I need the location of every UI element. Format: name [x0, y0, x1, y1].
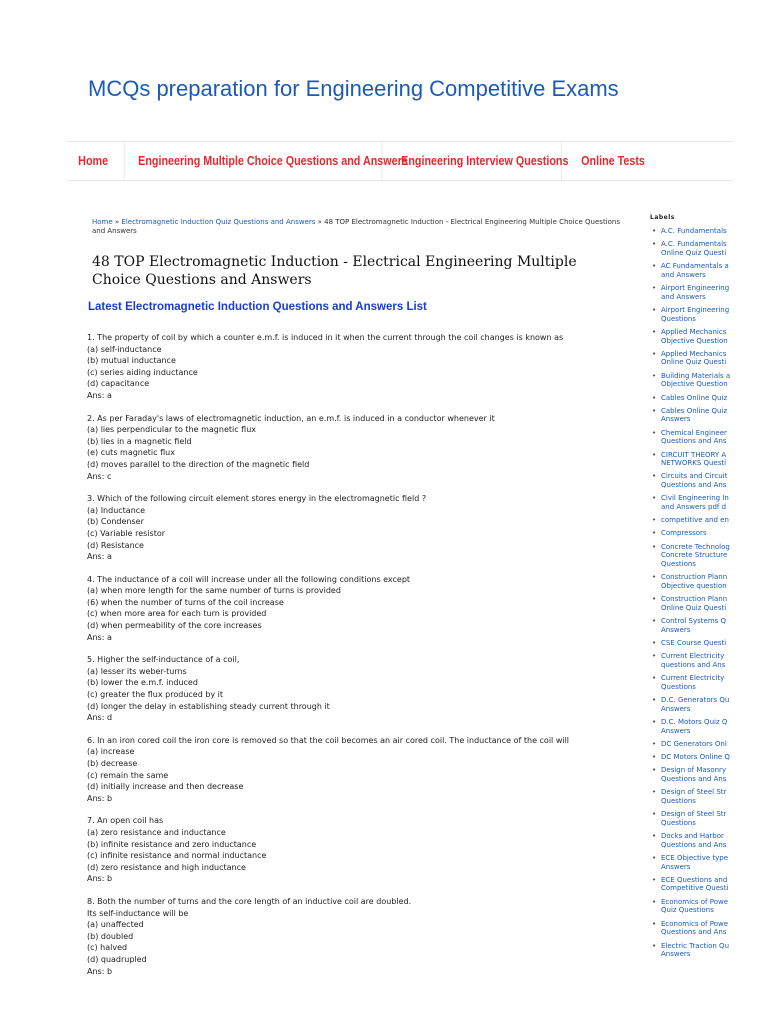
- label-line: Construction Plann: [661, 595, 728, 604]
- bullet-icon: •: [652, 595, 657, 604]
- question-text: 1. The property of coil by which a counter e.m.f. is induced in it when the current through the coil changes is known as: [87, 333, 564, 342]
- label-link[interactable]: [650, 284, 768, 301]
- label-line: Questions and Ans: [661, 437, 727, 446]
- label-link[interactable]: [650, 595, 768, 612]
- label-text: [661, 543, 733, 569]
- option-text: (a) lies perpendicular to the magnetic flux: [87, 425, 257, 435]
- label-text: [661, 766, 733, 783]
- label-line: Building Materials a: [661, 371, 731, 380]
- label-line: D.C. Motors Quiz Q: [661, 717, 728, 726]
- label-line: DC Generators Onl: [661, 739, 727, 748]
- label-text: [661, 227, 733, 236]
- label-line: DC Motors Online Q: [661, 753, 730, 762]
- label-line: Questions and Ans: [661, 774, 727, 783]
- label-line: Online Quiz Questi: [661, 248, 727, 257]
- label-line: Chemical Engineer: [661, 428, 727, 437]
- label-line: Design of Steel Str: [661, 810, 727, 819]
- question-text: 3. Which of the following circuit element stores energy in the electromagnetic field ?: [87, 494, 427, 504]
- label-line: Docks and Harbor: [661, 831, 724, 840]
- label-text: [661, 529, 733, 538]
- label-line: Questions: [661, 314, 696, 323]
- question-item: [87, 815, 647, 885]
- option-text: (a) unaffected: [87, 920, 144, 930]
- option-text: Its self-inductance will be: [87, 908, 189, 918]
- bullet-icon: •: [652, 788, 657, 797]
- label-text: [661, 942, 733, 959]
- bullet-icon: •: [652, 766, 657, 775]
- label-text: [661, 240, 733, 257]
- option-text: (b) doubled: [87, 931, 134, 941]
- label-text: [661, 810, 733, 827]
- bullet-icon: •: [652, 305, 657, 314]
- bullet-icon: •: [652, 542, 657, 551]
- label-line: Control Systems Q: [661, 617, 727, 626]
- bullet-icon: •: [652, 810, 657, 819]
- label-line: Answers: [661, 704, 691, 713]
- label-link[interactable]: [650, 753, 768, 762]
- answer-text: Ans: a: [87, 552, 112, 562]
- label-link[interactable]: [650, 350, 768, 367]
- label-link[interactable]: [650, 740, 768, 749]
- label-link[interactable]: [650, 674, 768, 691]
- label-line: and Answers pdf d: [661, 503, 727, 512]
- answer-text: Ans: c: [87, 471, 112, 481]
- label-text: [661, 920, 733, 937]
- label-line: Questions: [661, 796, 696, 805]
- answer-text: Ans: b: [87, 793, 113, 803]
- label-text: [661, 407, 733, 424]
- label-link[interactable]: [650, 306, 768, 323]
- labels-list: [650, 227, 768, 959]
- option-text: (a) Inductance: [87, 505, 146, 515]
- label-link[interactable]: [650, 810, 768, 827]
- label-text: [661, 394, 733, 403]
- label-link[interactable]: [650, 262, 768, 279]
- label-link[interactable]: [650, 942, 768, 959]
- label-link[interactable]: [650, 407, 768, 424]
- option-text: (b) mutual inductance: [87, 356, 176, 366]
- label-line: Objective Question: [661, 380, 728, 389]
- answer-text: Ans: a: [87, 632, 112, 642]
- label-link[interactable]: [650, 394, 768, 403]
- option-text: (a) zero resistance and inductance: [87, 827, 226, 837]
- label-line: Economics of Powe: [661, 919, 729, 928]
- label-line: Questions: [661, 560, 696, 569]
- bullet-icon: •: [652, 941, 657, 950]
- label-text: [661, 832, 733, 849]
- label-line: CSE Course Questi: [661, 639, 727, 648]
- label-link[interactable]: [650, 429, 768, 446]
- label-line: Questions: [661, 818, 696, 827]
- bullet-icon: •: [652, 494, 657, 503]
- label-line: Current Electricity: [661, 652, 725, 661]
- answer-text: Ans: b: [87, 874, 113, 884]
- label-text: [661, 372, 733, 389]
- label-line: Answers: [661, 415, 691, 424]
- label-text: [661, 854, 733, 871]
- bullet-icon: •: [652, 284, 657, 293]
- label-link[interactable]: [650, 766, 768, 783]
- label-line: Concrete Technolog: [661, 542, 730, 551]
- label-link[interactable]: [650, 920, 768, 937]
- nav-interview-questions[interactable]: Engineering Interview Questions: [390, 142, 562, 180]
- label-link[interactable]: [650, 854, 768, 871]
- label-text: [661, 696, 733, 713]
- label-line: Civil Engineering In: [661, 494, 729, 503]
- label-line: Construction Plann: [661, 573, 728, 582]
- label-line: Questions and Ans: [661, 481, 727, 490]
- label-link[interactable]: [650, 898, 768, 915]
- label-link[interactable]: [650, 617, 768, 634]
- label-line: and Answers: [661, 292, 706, 301]
- label-text: [661, 639, 733, 648]
- label-line: Answers: [661, 862, 691, 871]
- label-line: Answers: [661, 625, 691, 634]
- page-title: 48 TOP Electromagnetic Induction - Electrical Engineering Multiple Choice Questions and Answers: [92, 254, 577, 288]
- option-text: (c) Variable resistor: [87, 528, 166, 538]
- label-line: Current Electricity: [661, 674, 725, 683]
- label-link[interactable]: [650, 696, 768, 713]
- label-text: [661, 718, 733, 735]
- question-item: [87, 574, 647, 644]
- label-line: Applied Mechanics: [661, 349, 727, 358]
- question-text: 5. Higher the self-inductance of a coil,: [87, 655, 240, 665]
- bullet-icon: •: [652, 652, 657, 661]
- label-line: Objective Question: [661, 336, 728, 345]
- question-text: 7. An open coil has: [87, 816, 164, 826]
- bullet-icon: •: [652, 696, 657, 705]
- labels-sidebar: [650, 214, 768, 963]
- bullet-icon: •: [652, 450, 657, 459]
- site-title[interactable]: MCQs preparation for Engineering Competitive Exams: [88, 76, 619, 101]
- label-line: ECE Objective type: [661, 853, 729, 862]
- label-line: Design of Masonry: [661, 766, 727, 775]
- label-line: Quiz Questions: [661, 906, 714, 915]
- bullet-icon: •: [652, 897, 657, 906]
- option-text: (c) greater the flux produced by it: [87, 690, 224, 700]
- label-line: Electric Traction Qu: [661, 941, 730, 950]
- label-line: Airport Engineering: [661, 305, 730, 314]
- label-line: Circuits and Circuit: [661, 472, 728, 481]
- label-link[interactable]: [650, 543, 768, 569]
- label-line: Cables Online Quiz: [661, 406, 728, 415]
- option-text: (d) quadrupled: [87, 954, 147, 964]
- label-text: [661, 262, 733, 279]
- nav-online-tests[interactable]: Online Tests: [581, 154, 645, 168]
- bullet-icon: •: [652, 919, 657, 928]
- post-header: [88, 218, 622, 313]
- breadcrumb-separator: »: [315, 218, 325, 226]
- option-text: (c) series aiding inductance: [87, 367, 198, 377]
- option-text: (e) cuts magnetic flux: [87, 448, 175, 458]
- label-link[interactable]: [650, 328, 768, 345]
- breadcrumb-current: 48 TOP Electromagnetic Induction - Electrical Engineering Multiple Choice Questions and Answers: [92, 218, 620, 235]
- bullet-icon: •: [652, 875, 657, 884]
- label-link[interactable]: [650, 529, 768, 538]
- label-link[interactable]: [650, 240, 768, 257]
- option-text: (a) increase: [87, 747, 135, 757]
- label-line: NETWORKS Questi: [661, 459, 727, 468]
- question-text: 8. Both the number of turns and the core length of an inductive coil are doubled.: [87, 896, 412, 906]
- label-line: Questions and Ans: [661, 840, 727, 849]
- option-text: (a) self-inductance: [87, 344, 162, 354]
- bullet-icon: •: [652, 262, 657, 271]
- label-link[interactable]: [650, 451, 768, 468]
- label-text: [661, 472, 733, 489]
- label-link[interactable]: [650, 227, 768, 236]
- bullet-icon: •: [652, 739, 657, 748]
- answer-text: Ans: a: [87, 390, 112, 400]
- label-line: D.C. Generators Qu: [661, 696, 730, 705]
- label-line: A.C. Fundamentals: [661, 227, 727, 235]
- bullet-icon: •: [652, 240, 657, 249]
- breadcrumb: [92, 218, 622, 236]
- label-text: [661, 898, 733, 915]
- label-link[interactable]: [650, 494, 768, 511]
- option-text: (d) Resistance: [87, 540, 144, 550]
- label-line: Concrete Structure: [661, 551, 728, 560]
- bullet-icon: •: [652, 617, 657, 626]
- breadcrumb-home-link[interactable]: Home: [92, 218, 113, 226]
- label-link[interactable]: [650, 573, 768, 590]
- label-text: [661, 876, 733, 893]
- bullet-icon: •: [652, 853, 657, 862]
- label-text: [661, 328, 733, 345]
- bullet-icon: •: [652, 406, 657, 415]
- bullet-icon: •: [652, 428, 657, 437]
- label-text: [661, 753, 733, 762]
- bullet-icon: •: [652, 327, 657, 336]
- label-text: [661, 788, 733, 805]
- main-nav: [67, 141, 733, 181]
- label-line: Cables Online Quiz: [661, 393, 728, 402]
- label-text: [661, 652, 733, 669]
- question-item: [87, 493, 647, 563]
- label-line: Economics of Powe: [661, 897, 729, 906]
- label-link[interactable]: [650, 639, 768, 648]
- bullet-icon: •: [652, 674, 657, 683]
- label-line: Questions: [661, 682, 696, 691]
- label-line: Applied Mechanics: [661, 327, 727, 336]
- label-line: CIRCUIT THEORY A: [661, 450, 727, 459]
- question-item: [87, 896, 647, 977]
- label-line: and Answers: [661, 270, 706, 279]
- label-text: [661, 284, 733, 301]
- bullet-icon: •: [652, 639, 657, 648]
- bullet-icon: •: [652, 393, 657, 402]
- option-text: (b) lies in a magnetic field: [87, 436, 192, 446]
- label-line: A.C. Fundamentals: [661, 240, 727, 249]
- option-text: (d) initially increase and then decrease: [87, 782, 244, 792]
- answer-text: Ans: b: [87, 966, 113, 976]
- bullet-icon: •: [652, 717, 657, 726]
- answer-text: Ans: d: [87, 713, 113, 723]
- bullet-icon: •: [652, 573, 657, 582]
- label-text: [661, 595, 733, 612]
- option-text: (b) Condenser: [87, 517, 144, 527]
- label-link[interactable]: [650, 718, 768, 735]
- question-list: [87, 332, 647, 988]
- label-line: ECE Questions and: [661, 875, 728, 884]
- nav-engineering-mcq[interactable]: Engineering Multiple Choice Questions and Answers: [127, 142, 382, 180]
- label-link[interactable]: [650, 832, 768, 849]
- breadcrumb-separator: »: [112, 218, 122, 226]
- label-link[interactable]: [650, 472, 768, 489]
- label-text: [661, 429, 733, 446]
- label-text: [661, 617, 733, 634]
- option-text: (c) halved: [87, 943, 128, 953]
- option-text: (c) remain the same: [87, 770, 169, 780]
- option-text: (d) capacitance: [87, 379, 150, 389]
- option-text: (b) lower the e.m.f. induced: [87, 678, 198, 688]
- breadcrumb-category-link[interactable]: Electromagnetic Induction Quiz Questions and Answers: [121, 218, 316, 226]
- label-line: Online Quiz Questi: [661, 358, 727, 367]
- question-item: [87, 735, 647, 805]
- option-text: (a) lesser its weber-turns: [87, 666, 187, 676]
- labels-heading: Labels: [650, 214, 675, 221]
- option-text: (d) moves parallel to the direction of the magnetic field: [87, 459, 310, 469]
- question-text: 4. The inductance of a coil will increase under all the following conditions except: [87, 574, 411, 584]
- label-line: Competitive Questi: [661, 884, 729, 893]
- bullet-icon: •: [652, 227, 657, 235]
- label-link[interactable]: [650, 652, 768, 669]
- label-link[interactable]: [650, 372, 768, 389]
- label-link[interactable]: [650, 876, 768, 893]
- bullet-icon: •: [652, 516, 657, 525]
- bullet-icon: •: [652, 472, 657, 481]
- option-text: (d) zero resistance and high inductance: [87, 862, 246, 872]
- option-text: (c) when more area for each turn is provided: [87, 609, 267, 619]
- label-line: Answers: [661, 950, 691, 959]
- label-text: [661, 306, 733, 323]
- bullet-icon: •: [652, 831, 657, 840]
- label-link[interactable]: [650, 788, 768, 805]
- option-text: (a) when more length for the same number of turns is provided: [87, 586, 341, 596]
- question-text: 2. As per Faraday's laws of electromagnetic induction, an e.m.f. is induced in a conductor whenever it: [87, 413, 495, 423]
- bullet-icon: •: [652, 529, 657, 538]
- label-line: competitive and en: [661, 516, 729, 525]
- label-line: Online Quiz Questi: [661, 603, 727, 612]
- label-line: Compressors: [661, 529, 707, 538]
- label-line: questions and Ans: [661, 660, 726, 669]
- option-text: (d) longer the delay in establishing steady current through it: [87, 701, 330, 711]
- question-item: [87, 413, 647, 483]
- question-text: 6. In an iron cored coil the iron core is removed so that the coil becomes an air cored coil. The inductance of the coil will: [87, 735, 570, 745]
- section-heading: Latest Electromagnetic Induction Questions and Answers List: [88, 301, 427, 313]
- bullet-icon: •: [652, 349, 657, 358]
- label-line: Questions and Ans: [661, 928, 727, 937]
- option-text: (b) infinite resistance and zero inductance: [87, 839, 257, 849]
- label-text: [661, 740, 733, 749]
- label-line: Airport Engineering: [661, 284, 730, 293]
- label-text: [661, 494, 733, 511]
- label-text: [661, 516, 733, 525]
- label-text: [661, 573, 733, 590]
- bullet-icon: •: [652, 371, 657, 380]
- label-line: Objective question: [661, 582, 727, 590]
- label-line: Design of Steel Str: [661, 788, 727, 797]
- label-link[interactable]: [650, 516, 768, 525]
- question-item: [87, 654, 647, 724]
- label-line: AC Fundamentals a: [661, 262, 729, 271]
- label-text: [661, 350, 733, 367]
- bullet-icon: •: [652, 753, 657, 762]
- label-text: [661, 674, 733, 691]
- option-text: (c) infinite resistance and normal inductance: [87, 851, 267, 861]
- option-text: (d) when permeability of the core increases: [87, 621, 262, 631]
- label-text: [661, 451, 733, 468]
- label-line: Answers: [661, 726, 691, 735]
- option-text: (b) decrease: [87, 759, 138, 768]
- option-text: (6) when the number of turns of the coil increase: [87, 597, 284, 607]
- nav-home[interactable]: Home: [67, 142, 125, 180]
- question-item: [87, 332, 647, 402]
